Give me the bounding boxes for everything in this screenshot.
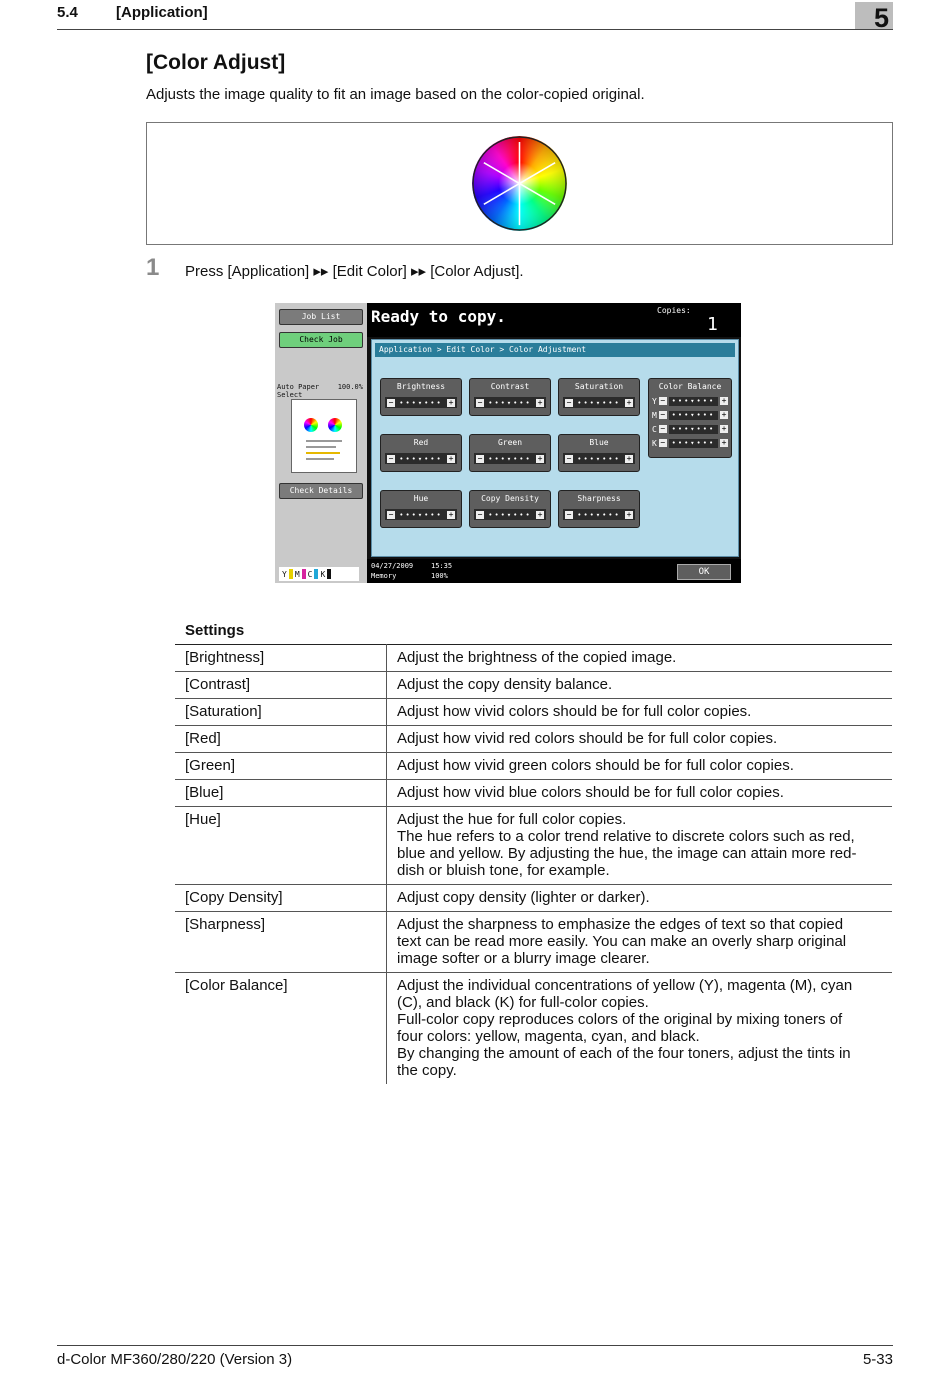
memory-label: Memory bbox=[371, 572, 397, 580]
settings-table bbox=[175, 644, 892, 1084]
color-balance-row[interactable] bbox=[652, 396, 728, 406]
level-dots: •••▾••• bbox=[669, 425, 718, 434]
function-label: Saturation bbox=[574, 382, 624, 391]
color-wheel-figure bbox=[146, 122, 893, 245]
header-divider bbox=[57, 29, 893, 30]
settings-heading: Settings bbox=[185, 622, 245, 639]
setting-description-line: Adjust how vivid blue colors should be for full color copies. bbox=[397, 784, 784, 801]
level-slider[interactable] bbox=[474, 509, 546, 520]
minus-icon[interactable]: − bbox=[660, 396, 666, 405]
function-label: Contrast bbox=[490, 382, 530, 391]
function-button-copy-density[interactable] bbox=[469, 490, 551, 528]
function-button-saturation[interactable] bbox=[558, 378, 640, 416]
level-slider[interactable] bbox=[385, 509, 457, 520]
minus-icon[interactable]: − bbox=[388, 397, 394, 407]
level-slider[interactable] bbox=[563, 397, 635, 408]
intro-text: Adjusts the image quality to fit an image based on the color-copied original. bbox=[146, 86, 645, 103]
setting-name: [Green] bbox=[175, 753, 387, 780]
step-text: Press [Application] ▸▸ [Edit Color] ▸▸ [Color Adjust]. bbox=[185, 263, 524, 280]
status-bar bbox=[367, 559, 741, 583]
function-label: Copy Density bbox=[481, 494, 539, 503]
level-dots: •••▾••• bbox=[669, 439, 718, 448]
table-row bbox=[175, 780, 892, 807]
level-dots: •••▾••• bbox=[399, 398, 443, 407]
table-row bbox=[175, 699, 892, 726]
function-label: Sharpness bbox=[577, 494, 621, 503]
setting-description bbox=[387, 973, 893, 1085]
table-row bbox=[175, 807, 892, 885]
setting-description-line: Adjust how vivid green colors should be for full color copies. bbox=[397, 757, 794, 774]
toner-y-bar bbox=[289, 569, 293, 579]
memory-value: 100% bbox=[431, 572, 448, 580]
level-dots: •••▾••• bbox=[488, 510, 532, 519]
channel-label: M bbox=[652, 410, 657, 420]
plus-icon[interactable]: + bbox=[721, 396, 727, 405]
function-label: Brightness bbox=[396, 382, 446, 391]
section-number: 5.4 bbox=[57, 4, 78, 21]
setting-description-line: Adjust the sharpness to emphasize the edges of text so that copied bbox=[397, 916, 844, 933]
level-dots: •••▾••• bbox=[577, 398, 621, 407]
setting-name: [Color Balance] bbox=[175, 973, 387, 1085]
channel-label: K bbox=[652, 438, 657, 448]
plus-icon[interactable]: + bbox=[448, 397, 454, 407]
setting-name: [Copy Density] bbox=[175, 885, 387, 912]
level-dots: •••▾••• bbox=[577, 510, 621, 519]
ok-button[interactable]: OK bbox=[677, 564, 731, 580]
setting-description-line: text can be read more easily. You can make an overly sharp original bbox=[397, 933, 847, 950]
toner-levels bbox=[279, 567, 359, 581]
setting-description-line: Adjust how vivid red colors should be for full color copies. bbox=[397, 730, 778, 747]
minus-icon[interactable]: − bbox=[388, 453, 394, 463]
level-dots: •••▾••• bbox=[399, 510, 443, 519]
plus-icon[interactable]: + bbox=[721, 410, 727, 419]
plus-icon[interactable]: + bbox=[537, 453, 543, 463]
mini-wheel-icon bbox=[304, 418, 318, 432]
setting-description-line: image softer or a blurry image clearer. bbox=[397, 950, 650, 967]
plus-icon[interactable]: + bbox=[721, 424, 727, 433]
footer-model: d-Color MF360/280/220 (Version 3) bbox=[57, 1351, 293, 1368]
plus-icon[interactable]: + bbox=[448, 453, 454, 463]
setting-name: [Brightness] bbox=[175, 645, 387, 672]
page-title: [Color Adjust] bbox=[146, 51, 286, 74]
setting-description bbox=[387, 726, 893, 753]
toner-k-bar bbox=[327, 569, 331, 579]
plus-icon[interactable]: + bbox=[626, 509, 632, 519]
function-button-red[interactable] bbox=[380, 434, 462, 472]
toner-y-label: Y bbox=[282, 569, 287, 579]
preview-thumbnail bbox=[291, 399, 357, 473]
paper-info bbox=[277, 383, 363, 399]
toner-k-label: K bbox=[320, 569, 326, 579]
setting-description bbox=[387, 645, 893, 672]
copies-value: 1 bbox=[707, 314, 718, 335]
status-title-bar bbox=[367, 303, 741, 337]
minus-icon[interactable]: − bbox=[660, 438, 666, 447]
minus-icon[interactable]: − bbox=[477, 397, 483, 407]
step-number: 1 bbox=[146, 254, 160, 281]
function-label: Blue bbox=[589, 438, 609, 447]
function-button-brightness[interactable] bbox=[380, 378, 462, 416]
level-dots: •••▾••• bbox=[669, 397, 718, 406]
date-text: 04/27/2009 bbox=[371, 562, 414, 570]
minus-icon[interactable]: − bbox=[388, 509, 394, 519]
level-slider[interactable] bbox=[474, 397, 546, 408]
table-row bbox=[175, 885, 892, 912]
setting-description-line: The hue refers to a color trend relative to discrete colors such as red, bbox=[397, 828, 855, 845]
setting-description bbox=[387, 885, 893, 912]
setting-description bbox=[387, 807, 893, 885]
minus-icon[interactable]: − bbox=[477, 453, 483, 463]
color-balance-row[interactable] bbox=[652, 410, 728, 420]
function-button-sharpness[interactable] bbox=[558, 490, 640, 528]
toner-c-label: C bbox=[307, 569, 313, 579]
setting-description bbox=[387, 753, 893, 780]
table-row bbox=[175, 672, 892, 699]
level-slider[interactable] bbox=[474, 453, 546, 464]
plus-icon[interactable]: + bbox=[537, 509, 543, 519]
chapter-number: 5 bbox=[873, 3, 889, 33]
setting-name: [Red] bbox=[175, 726, 387, 753]
breadcrumb: Application > Edit Color > Color Adjustment bbox=[375, 343, 735, 357]
check-job-button[interactable]: Check Job bbox=[279, 332, 363, 348]
level-dots: •••▾••• bbox=[488, 454, 532, 463]
setting-description-line: Adjust the hue for full color copies. bbox=[397, 811, 627, 828]
setting-description-line: Adjust copy density (lighter or darker). bbox=[397, 889, 650, 906]
footer-divider bbox=[57, 1345, 893, 1346]
copies-label: Copies: bbox=[657, 306, 691, 315]
setting-description-line: the copy. bbox=[397, 1062, 457, 1079]
section-title: [Application] bbox=[116, 4, 208, 21]
function-button-hue[interactable] bbox=[380, 490, 462, 528]
level-dots: •••▾••• bbox=[488, 398, 532, 407]
plus-icon[interactable]: + bbox=[537, 397, 543, 407]
table-row bbox=[175, 912, 892, 973]
paper-label: Auto Paper Select bbox=[277, 383, 320, 399]
table-row bbox=[175, 726, 892, 753]
setting-description-line: By changing the amount of each of the four toners, adjust the tints in bbox=[397, 1045, 851, 1062]
level-slider[interactable] bbox=[385, 397, 457, 408]
color-balance-row[interactable] bbox=[652, 424, 728, 434]
setting-description bbox=[387, 912, 893, 973]
table-row bbox=[175, 973, 892, 1085]
function-button-green[interactable] bbox=[469, 434, 551, 472]
level-dots: •••▾••• bbox=[669, 411, 718, 420]
setting-description-line: (C), and black (K) for full-color copies. bbox=[397, 994, 649, 1011]
color-balance-label: Color Balance bbox=[658, 382, 722, 391]
ready-message: Ready to copy. bbox=[371, 307, 506, 326]
level-dots: •••▾••• bbox=[399, 454, 443, 463]
setting-description-line: four colors: yellow, magenta, cyan, and black. bbox=[397, 1028, 700, 1045]
table-row bbox=[175, 645, 892, 672]
setting-name: [Contrast] bbox=[175, 672, 387, 699]
footer-page-number: 5-33 bbox=[862, 1351, 893, 1368]
setting-description bbox=[387, 699, 893, 726]
minus-icon[interactable]: − bbox=[566, 453, 572, 463]
control-panel-screenshot bbox=[275, 303, 741, 583]
plus-icon[interactable]: + bbox=[626, 397, 632, 407]
level-slider[interactable] bbox=[563, 509, 635, 520]
color-adjust-panel bbox=[371, 339, 739, 557]
plus-icon[interactable]: + bbox=[626, 453, 632, 463]
plus-icon[interactable]: + bbox=[721, 438, 727, 447]
toner-c-bar bbox=[314, 569, 318, 579]
setting-description-line: Adjust the brightness of the copied image. bbox=[397, 649, 677, 666]
setting-description-line: dish or bluish tone, for example. bbox=[397, 862, 610, 879]
setting-description-line: Full-color copy reproduces colors of the original by mixing toners of bbox=[397, 1011, 843, 1028]
chapter-tab bbox=[855, 2, 893, 33]
setting-description bbox=[387, 780, 893, 807]
table-row bbox=[175, 753, 892, 780]
function-button-contrast[interactable] bbox=[469, 378, 551, 416]
setting-description bbox=[387, 672, 893, 699]
minus-icon[interactable]: − bbox=[477, 509, 483, 519]
toner-m-bar bbox=[302, 569, 306, 579]
time-text: 15:35 bbox=[431, 562, 453, 570]
plus-icon[interactable]: + bbox=[448, 509, 454, 519]
toner-m-label: M bbox=[294, 569, 300, 579]
zoom-value: 100.0% bbox=[337, 383, 363, 391]
setting-name: [Blue] bbox=[175, 780, 387, 807]
function-button-blue[interactable] bbox=[558, 434, 640, 472]
setting-description-line: Adjust the copy density balance. bbox=[397, 676, 613, 693]
function-label: Hue bbox=[413, 494, 429, 503]
color-balance-button[interactable] bbox=[648, 378, 732, 458]
function-label: Red bbox=[413, 438, 429, 447]
left-panel bbox=[275, 303, 367, 583]
setting-description-line: Adjust the individual concentrations of yellow (Y), magenta (M), cyan bbox=[397, 977, 853, 994]
setting-name: [Saturation] bbox=[175, 699, 387, 726]
setting-description-line: Adjust how vivid colors should be for full color copies. bbox=[397, 703, 752, 720]
job-list-button[interactable]: Job List bbox=[279, 309, 363, 325]
channel-label: Y bbox=[652, 396, 657, 406]
channel-label: C bbox=[652, 424, 657, 434]
minus-icon[interactable]: − bbox=[660, 410, 666, 419]
minus-icon[interactable]: − bbox=[566, 509, 572, 519]
level-slider[interactable] bbox=[385, 453, 457, 464]
color-wheel-icon bbox=[472, 136, 567, 231]
level-slider[interactable] bbox=[563, 453, 635, 464]
check-details-button[interactable]: Check Details bbox=[279, 483, 363, 499]
minus-icon[interactable]: − bbox=[566, 397, 572, 407]
level-dots: •••▾••• bbox=[577, 454, 621, 463]
mini-wheel-icon bbox=[328, 418, 342, 432]
function-label: Green bbox=[497, 438, 523, 447]
minus-icon[interactable]: − bbox=[660, 424, 666, 433]
setting-name: [Hue] bbox=[175, 807, 387, 885]
setting-name: [Sharpness] bbox=[175, 912, 387, 973]
color-balance-row[interactable] bbox=[652, 438, 728, 448]
setting-description-line: blue and yellow. By adjusting the hue, the image can attain more red- bbox=[397, 845, 857, 862]
